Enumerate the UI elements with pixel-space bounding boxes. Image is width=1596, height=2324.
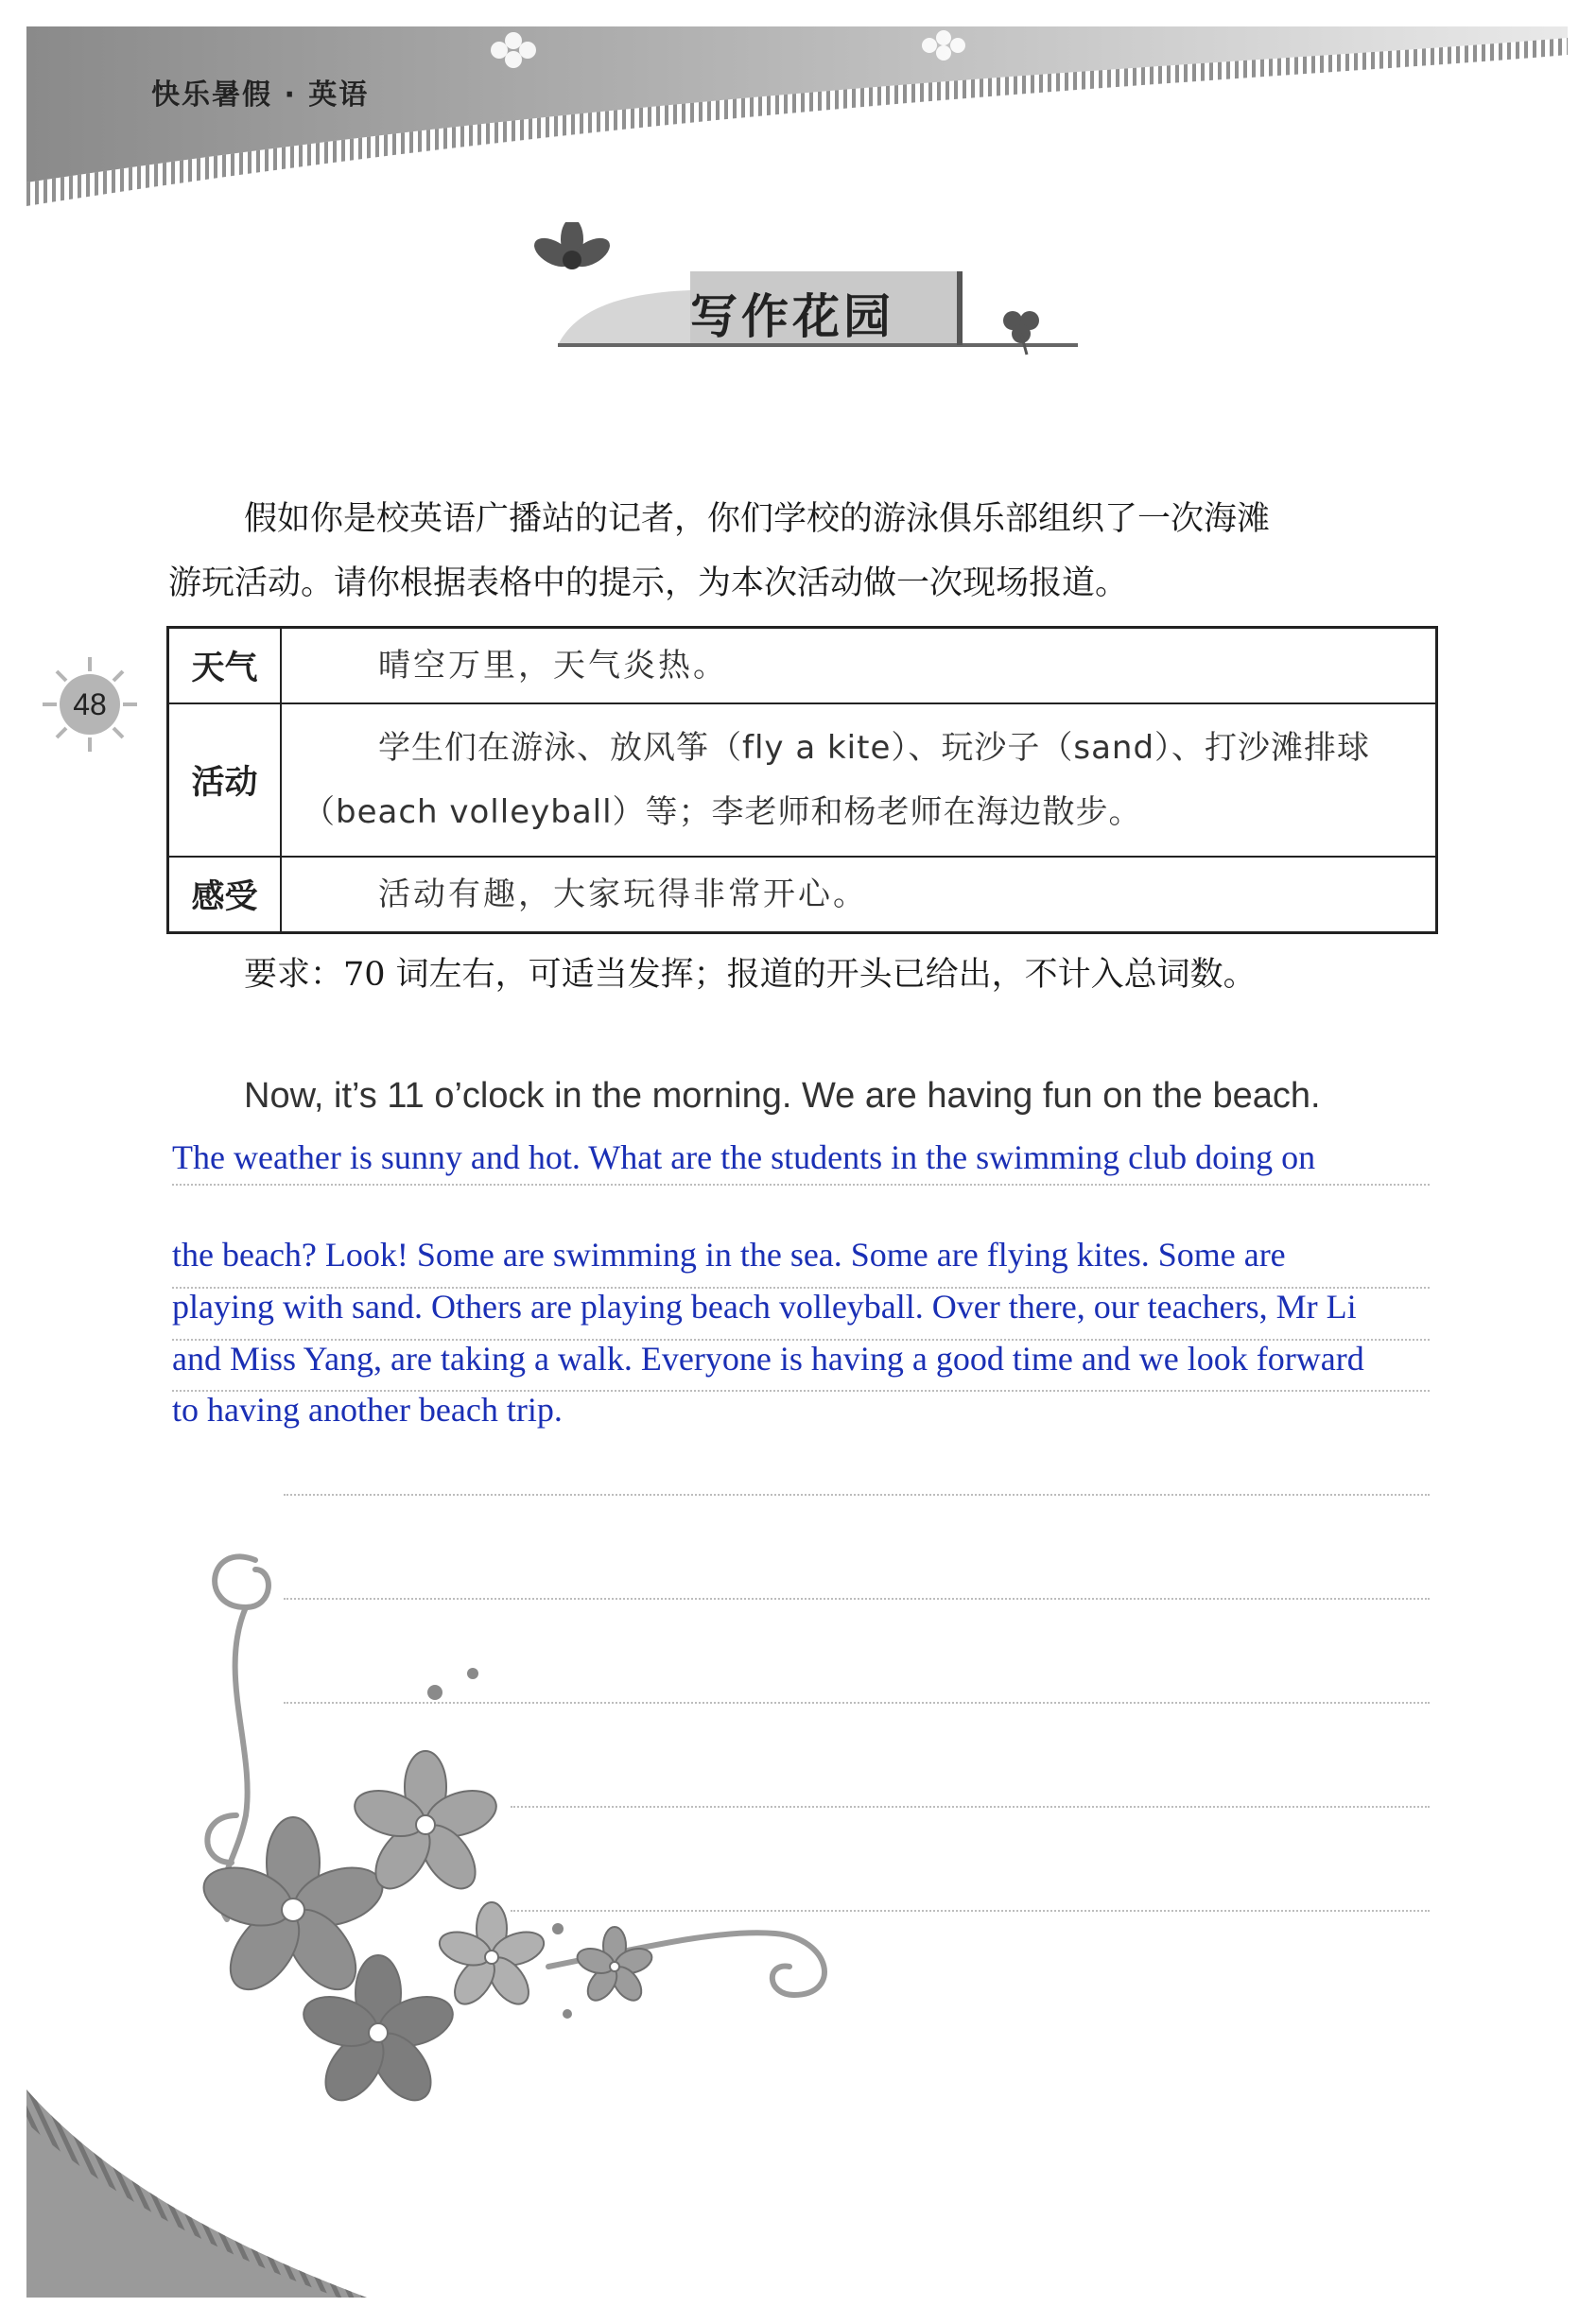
essay-lead: Now, it’s 11 o’clock in the morning. We are having fun on the beach. [244,1076,1321,1116]
answer-line: to having another beach trip. [172,1391,563,1429]
table-row [168,703,1437,857]
answer-line: The weather is sunny and hot. What are the students in the swimming club doing on [172,1138,1316,1176]
instructions-line-1: 假如你是校英语广播站的记者，你们学校的游泳俱乐部组织了一次海滩 [244,500,1271,538]
cell-text: 活动有趣，大家玩得非常开心。 [378,876,868,913]
row-content-feeling [281,857,1437,933]
answer-line: playing with sand. Others are playing beach volleyball. Over there, our teachers, Mr Li [172,1288,1357,1326]
flower-icon [197,1751,655,2110]
row-content-weather [281,628,1437,704]
floral-decoration [189,1503,1002,2127]
page-number-badge [38,652,142,756]
answer-line: the beach? Look! Some are swimming in the sea. Some are flying kites. Some are [172,1236,1286,1274]
answer-line: and Miss Yang, are taking a walk. Everyone is having a good time and we look forward [172,1340,1364,1378]
row-label-activity: 活动 [168,703,282,857]
task-instructions [168,487,1447,616]
table-row [168,628,1437,704]
section-title: 写作花园 [690,289,894,344]
flower-icon [529,222,615,272]
writing-line [284,1494,1430,1496]
row-label-weather: 天气 [168,628,282,704]
footer-stripe [26,2090,367,2298]
table-row [168,857,1437,933]
instructions-line-2: 游玩活动。请你根据表格中的提示，为本次活动做一次现场报道。 [168,564,1129,602]
row-label-feeling: 感受 [168,857,282,933]
cell-text: 学生们在游泳、放风筝（fly a kite）、玩沙子（sand）、打沙滩排球 [378,729,1371,767]
cell-text: （beach volleyball）等；李老师和杨老师在海边散步。 [303,793,1142,831]
requirement-note: 要求：70 词左右，可适当发挥；报道的开头已给出，不计入总词数。 [244,956,1257,994]
section-heading-banner [473,222,1078,364]
prompt-table [166,626,1438,934]
header-banner [26,26,1568,216]
cell-text: 晴空万里，天气炎热。 [378,647,728,685]
book-title: 快乐暑假 · 英语 [151,78,370,112]
page-number: 48 [73,686,107,721]
writing-line [172,1184,1430,1186]
row-content-activity [281,703,1437,857]
clover-icon [1003,311,1039,355]
